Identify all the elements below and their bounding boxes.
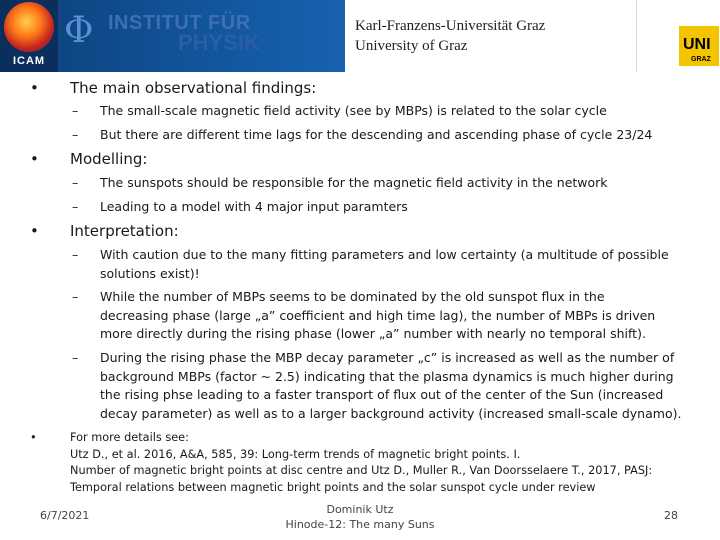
sub-bullet: [72, 198, 700, 217]
dash-icon: –: [72, 289, 79, 304]
institute-line1: INSTITUT FÜR: [108, 12, 251, 34]
university-name: [355, 16, 545, 56]
bullet-icon: •: [30, 150, 39, 168]
details-heading: For more details see:: [70, 431, 189, 444]
sub-bullet-line: more directly during the rising phase (lower „a” number with nearly no temporal shift).: [100, 326, 646, 341]
bullet-icon: •: [30, 431, 37, 444]
sub-bullet-line: solutions exist)!: [100, 265, 200, 281]
sub-bullet-line: decay parameter) as well as to a larger background activity (increased small-scale dynamo).: [100, 405, 682, 421]
bullet-text: Interpretation:: [70, 222, 179, 240]
sub-bullet: [72, 288, 700, 344]
sub-bullet-text: The sunspots should be responsible for the magnetic field activity in the network: [100, 175, 608, 190]
sub-bullet-line: decreasing phase (large „a” coefficient and high time lag), the number of MBPs is driven: [100, 307, 656, 323]
footer-author-block: [260, 502, 460, 532]
institute-line2: PHYSIK: [178, 30, 260, 55]
dash-icon: –: [72, 127, 79, 142]
unigraz-logo-graz: GRAZ: [691, 56, 711, 63]
sun-image-icon: [4, 2, 54, 52]
sub-bullet-line: With caution due to the many fitting parameters and low certainty (a multitude of possible: [100, 247, 669, 262]
details-reference: Temporal relations between magnetic bright points and the solar sunspot cycle under review: [70, 480, 596, 494]
dash-icon: –: [72, 247, 79, 262]
sub-bullet-line: While the number of MBPs seems to be dominated by the old sunspot flux in the: [100, 289, 605, 304]
university-name-en: University of Graz: [355, 38, 468, 54]
sub-bullet-text: The small-scale magnetic field activity (see by MBPs) is related to the solar cycle: [100, 103, 607, 118]
sub-bullet-text: But there are different time lags for the descending and ascending phase of cycle 23/24: [100, 127, 653, 142]
sub-bullet-line: background MBPs (factor ~ 2.5) indicating that the plasma dynamics is much higher during: [100, 368, 674, 384]
bullet-text: The main observational findings:: [70, 79, 317, 97]
bullet-icon: •: [30, 222, 39, 240]
details-reference: Utz D., et al. 2016, A&A, 585, 39: Long-term trends of magnetic bright points. I.: [70, 447, 521, 461]
phi-logo-icon: Φ: [64, 10, 94, 51]
dash-icon: –: [72, 350, 79, 365]
footer-event: Hinode-12: The many Suns: [285, 518, 435, 531]
sub-bullet: [72, 102, 700, 121]
dash-icon: –: [72, 175, 79, 190]
sub-bullet-line: the rising phse leading to a faster transport of flux out of the center of the Sun (increased: [100, 387, 664, 402]
unigraz-logo: [636, 0, 720, 72]
unigraz-logo-uni: UNI: [683, 36, 711, 53]
dash-icon: –: [72, 199, 79, 214]
bullet-icon: •: [30, 79, 39, 97]
footer-date: 6/7/2021: [40, 509, 90, 522]
sub-bullet: [72, 349, 700, 423]
dash-icon: –: [72, 103, 79, 118]
sub-bullet-text: Leading to a model with 4 major input paramters: [100, 199, 408, 214]
header-banner: [0, 0, 720, 72]
icam-logo: [0, 0, 58, 72]
sub-bullet: [72, 246, 700, 283]
sub-bullet: [72, 126, 700, 145]
details-reference: Number of magnetic bright points at disc centre and Utz D., Muller R., Van Doorsselaere T., 2017, PASJ:: [70, 464, 653, 477]
page-number: 28: [664, 509, 678, 522]
icam-logo-text: ICAM: [12, 55, 46, 67]
sub-bullet: [72, 174, 700, 193]
footer-author: Dominik Utz: [326, 503, 394, 516]
sub-bullet-line: During the rising phase the MBP decay parameter „c” is increased as well as the number of: [100, 350, 675, 365]
bullet-text: Modelling:: [70, 150, 148, 168]
university-name-de: Karl-Franzens-Universität Graz: [355, 18, 546, 34]
